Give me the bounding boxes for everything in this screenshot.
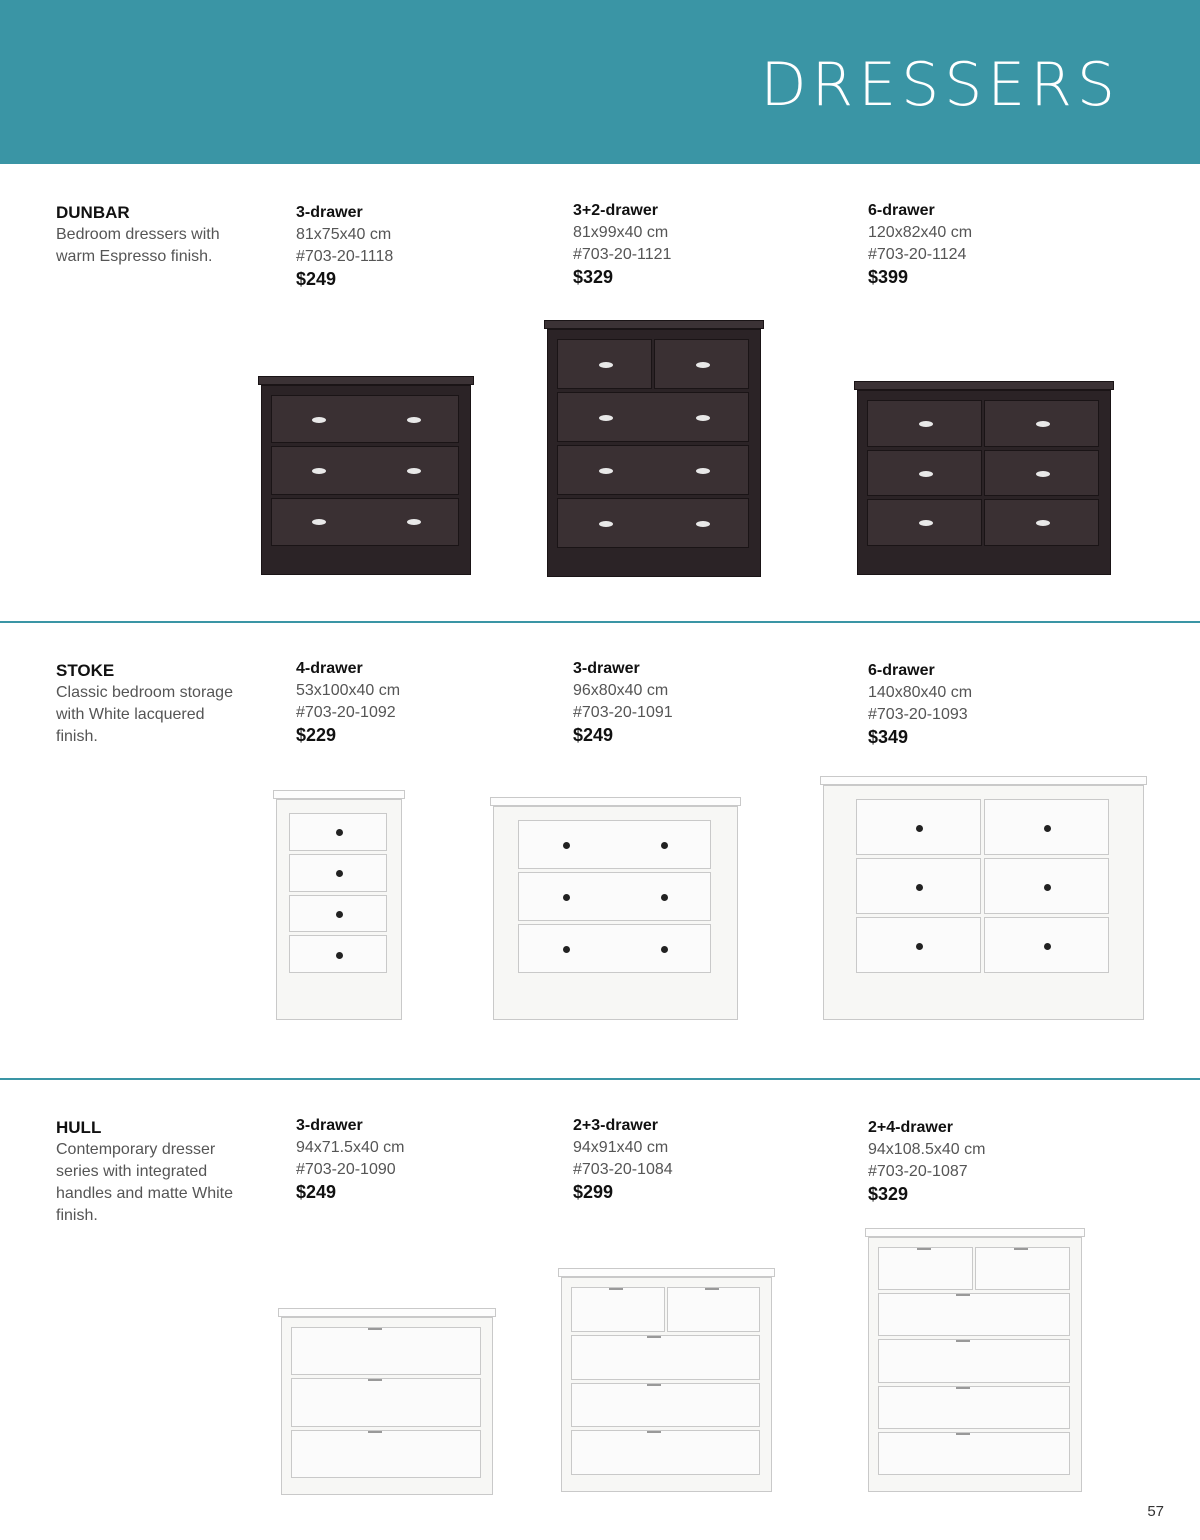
dresser-top	[820, 776, 1147, 785]
knob-handle	[1036, 520, 1050, 526]
integrated-handle	[647, 1431, 661, 1433]
dresser-top	[490, 797, 741, 806]
product-info	[868, 660, 1108, 748]
drawer[interactable]	[571, 1287, 665, 1332]
product-image-dresser[interactable]	[854, 381, 1114, 575]
drawer[interactable]	[557, 445, 749, 495]
drawer[interactable]	[571, 1335, 760, 1380]
dresser-top	[273, 790, 405, 799]
knob-handle	[1044, 943, 1051, 950]
product-price: $229	[296, 725, 337, 745]
integrated-handle	[956, 1294, 970, 1296]
page-title: DRESSERS	[760, 50, 1120, 120]
knob-handle	[1044, 884, 1051, 891]
product-image-dresser[interactable]	[278, 1308, 496, 1495]
product-info	[868, 1117, 1108, 1205]
product-title: 6-drawer	[868, 202, 935, 219]
knob-handle	[336, 870, 343, 877]
integrated-handle	[1014, 1248, 1028, 1250]
integrated-handle	[956, 1340, 970, 1342]
drawer[interactable]	[271, 395, 459, 443]
product-dimensions: 96x80x40 cm	[573, 682, 669, 699]
dresser-top	[278, 1308, 496, 1317]
product-title: 6-drawer	[868, 662, 935, 679]
product-title: 3+2-drawer	[573, 202, 658, 219]
drawer[interactable]	[557, 498, 749, 548]
product-sku: #703-20-1121	[573, 246, 672, 263]
series-name: STOKE	[56, 661, 115, 680]
product-sku: #703-20-1093	[868, 706, 968, 723]
dresser-top	[558, 1268, 775, 1277]
dresser-top	[854, 381, 1114, 390]
series-info-hull	[56, 1117, 236, 1227]
knob-handle	[336, 829, 343, 836]
integrated-handle	[609, 1288, 623, 1290]
product-image-dresser[interactable]	[258, 376, 474, 575]
series-description: Contemporary dresser series with integrated handles and matte White finish.	[56, 1141, 233, 1224]
knob-handle	[336, 911, 343, 918]
product-info	[573, 658, 813, 746]
product-price: $249	[296, 1182, 337, 1202]
knob-handle	[599, 521, 613, 527]
product-dimensions: 94x91x40 cm	[573, 1139, 669, 1156]
product-price: $329	[573, 267, 614, 287]
drawer[interactable]	[975, 1247, 1070, 1290]
knob-handle	[599, 415, 613, 421]
product-title: 2+4-drawer	[868, 1119, 953, 1136]
product-title: 2+3-drawer	[573, 1117, 658, 1134]
knob-handle	[696, 362, 710, 368]
drawer[interactable]	[571, 1383, 760, 1428]
knob-handle	[916, 943, 923, 950]
product-title: 4-drawer	[296, 660, 363, 677]
knob-handle	[599, 362, 613, 368]
product-sku: #703-20-1124	[868, 246, 967, 263]
series-name: HULL	[56, 1118, 102, 1137]
product-price: $329	[868, 1184, 909, 1204]
knob-handle	[661, 946, 668, 953]
page-number: 57	[1147, 1503, 1164, 1520]
dresser-top	[544, 320, 764, 329]
product-price: $349	[868, 727, 909, 747]
product-info	[296, 1115, 536, 1203]
page-header	[0, 0, 1200, 164]
knob-handle	[696, 415, 710, 421]
integrated-handle	[368, 1431, 382, 1433]
product-image-dresser[interactable]	[490, 797, 741, 1020]
integrated-handle	[368, 1379, 382, 1381]
dresser-top	[865, 1228, 1085, 1237]
product-sku: #703-20-1087	[868, 1163, 968, 1180]
drawer[interactable]	[291, 1327, 481, 1375]
product-dimensions: 94x71.5x40 cm	[296, 1139, 405, 1156]
drawer[interactable]	[878, 1293, 1070, 1336]
section-divider	[0, 621, 1200, 623]
knob-handle	[696, 468, 710, 474]
product-price: $249	[573, 725, 614, 745]
drawer[interactable]	[557, 392, 749, 442]
knob-handle	[916, 825, 923, 832]
product-price: $249	[296, 269, 337, 289]
product-dimensions: 81x75x40 cm	[296, 226, 392, 243]
product-info	[296, 202, 536, 290]
product-image-dresser[interactable]	[865, 1228, 1085, 1492]
series-info-dunbar	[56, 202, 236, 268]
integrated-handle	[917, 1248, 931, 1250]
drawer[interactable]	[878, 1386, 1070, 1429]
drawer[interactable]	[291, 1430, 481, 1478]
product-sku: #703-20-1118	[296, 248, 394, 265]
knob-handle	[916, 884, 923, 891]
integrated-handle	[647, 1336, 661, 1338]
drawer[interactable]	[878, 1247, 973, 1290]
integrated-handle	[647, 1384, 661, 1386]
knob-handle	[599, 468, 613, 474]
knob-handle	[1044, 825, 1051, 832]
product-sku: #703-20-1092	[296, 704, 396, 721]
product-dimensions: 120x82x40 cm	[868, 224, 973, 241]
knob-handle	[919, 421, 933, 427]
knob-handle	[336, 952, 343, 959]
drawer[interactable]	[518, 820, 711, 869]
product-dimensions: 94x108.5x40 cm	[868, 1141, 986, 1158]
series-name: DUNBAR	[56, 203, 130, 222]
drawer[interactable]	[291, 1378, 481, 1426]
knob-handle	[661, 894, 668, 901]
product-sku: #703-20-1084	[573, 1161, 673, 1178]
product-image-dresser[interactable]	[544, 320, 764, 577]
series-info-stoke	[56, 660, 236, 748]
knob-handle	[661, 842, 668, 849]
integrated-handle	[956, 1387, 970, 1389]
drawer[interactable]	[518, 872, 711, 921]
knob-handle	[407, 468, 421, 474]
product-price: $299	[573, 1182, 614, 1202]
dresser-top	[258, 376, 474, 385]
knob-handle	[696, 521, 710, 527]
drawer[interactable]	[878, 1339, 1070, 1382]
knob-handle	[407, 417, 421, 423]
product-image-dresser[interactable]	[558, 1268, 775, 1492]
product-title: 3-drawer	[296, 1117, 363, 1134]
product-info	[573, 200, 813, 288]
product-title: 3-drawer	[296, 204, 363, 221]
drawer[interactable]	[667, 1287, 761, 1332]
product-info	[296, 658, 536, 746]
drawer[interactable]	[271, 498, 459, 546]
product-info	[868, 200, 1108, 288]
knob-handle	[1036, 471, 1050, 477]
series-description: Classic bedroom storage with White lacquered finish.	[56, 684, 233, 745]
section-divider	[0, 1078, 1200, 1080]
integrated-handle	[705, 1288, 719, 1290]
product-title: 3-drawer	[573, 660, 640, 677]
integrated-handle	[956, 1433, 970, 1435]
knob-handle	[1036, 421, 1050, 427]
drawer[interactable]	[571, 1430, 760, 1475]
drawer[interactable]	[518, 924, 711, 973]
product-price: $399	[868, 267, 909, 287]
product-sku: #703-20-1090	[296, 1161, 396, 1178]
product-dimensions: 53x100x40 cm	[296, 682, 401, 699]
drawer[interactable]	[271, 446, 459, 494]
knob-handle	[312, 468, 326, 474]
series-description: Bedroom dressers with warm Espresso finish.	[56, 226, 220, 265]
knob-handle	[919, 520, 933, 526]
knob-handle	[312, 417, 326, 423]
drawer[interactable]	[878, 1432, 1070, 1475]
integrated-handle	[368, 1328, 382, 1330]
product-dimensions: 140x80x40 cm	[868, 684, 973, 701]
knob-handle	[919, 471, 933, 477]
product-sku: #703-20-1091	[573, 704, 673, 721]
product-dimensions: 81x99x40 cm	[573, 224, 669, 241]
product-image-dresser[interactable]	[273, 790, 405, 1020]
product-info	[573, 1115, 813, 1203]
product-image-dresser[interactable]	[820, 776, 1147, 1020]
